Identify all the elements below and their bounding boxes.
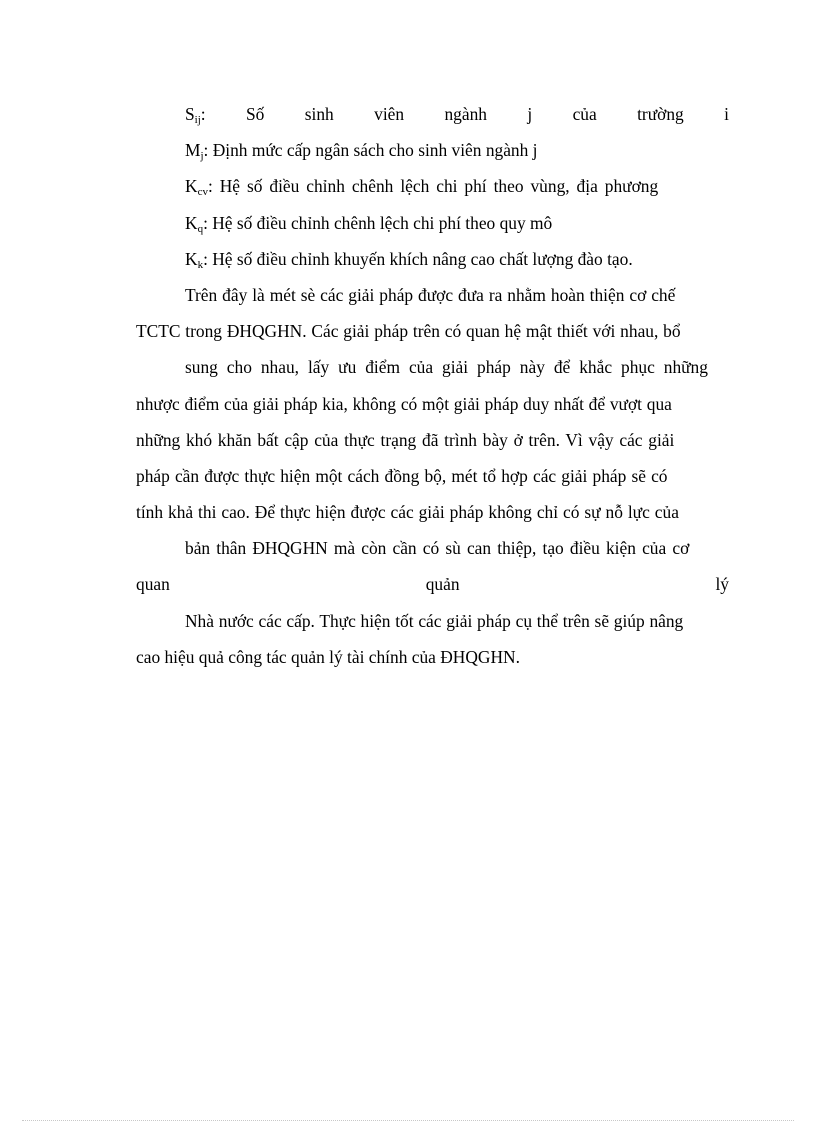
- paragraph-line: TCTC trong ĐHQGHN. Các giải pháp trên có quan hệ mật thiết với nhau, bổ: [136, 321, 681, 342]
- word: quan: [136, 574, 170, 595]
- variable-definition-kk: $K_k$: Hệ số điều chỉnh khuyến khích nâng cao chất lượng đào tạo.: [185, 248, 633, 271]
- page-bottom-divider: [22, 1120, 794, 1121]
- word: trường: [637, 104, 684, 124]
- variable-definition-mj: $M_j$: Định mức cấp ngân sách cho sinh viên ngành j: [185, 140, 538, 163]
- word: j: [527, 104, 533, 124]
- variable-symbol-sij: $S_{ij}$:: [185, 104, 206, 126]
- paragraph-line: bản thân ĐHQGHN mà còn cần có sù can thiệp, tạo điều kiện của cơ: [185, 538, 690, 559]
- paragraph-line: cao hiệu quả công tác quản lý tài chính của ĐHQGHN.: [136, 646, 520, 667]
- word: viên: [374, 104, 405, 124]
- word: ngành: [444, 104, 487, 124]
- variable-definition-kcv: $K_{cv}$: Hệ số điều chỉnh chênh lệch chi phí theo vùng, địa phương: [185, 176, 659, 199]
- paragraph-line-spread: [136, 569, 729, 605]
- word: lý: [715, 574, 729, 595]
- paragraph-line: tính khả thi cao. Để thực hiện được các giải pháp không chỉ có sự nỗ lực của: [136, 502, 679, 523]
- word: sinh: [304, 104, 334, 124]
- paragraph-line: nhược điểm của giải pháp kia, không có một giải pháp duy nhất để vượt qua: [136, 393, 672, 414]
- paragraph-line: sung cho nhau, lấy ưu điểm của giải pháp này để khắc phục những: [185, 357, 708, 378]
- word: i: [724, 104, 729, 124]
- paragraph-line: Nhà nước các cấp. Thực hiện tốt các giải pháp cụ thể trên sẽ giúp nâng: [185, 610, 684, 631]
- paragraph-line: những khó khăn bất cập của thực trạng đã trình bày ở trên. Vì vậy các giải: [136, 429, 675, 450]
- variable-definition-sij: [136, 99, 729, 135]
- document-body: [136, 99, 729, 678]
- word: của: [572, 104, 597, 124]
- paragraph-line: Trên đây là mét sè các giải pháp được đưa ra nhằm hoàn thiện cơ chế: [185, 284, 676, 305]
- word: Số: [246, 104, 265, 124]
- word: quản: [425, 574, 460, 595]
- variable-definition-kq: $K_q$: Hệ số điều chỉnh chênh lệch chi phí theo quy mô: [185, 212, 553, 235]
- paragraph-line: pháp cần được thực hiện một cách đồng bộ, mét tổ hợp các giải pháp sẽ có: [136, 465, 668, 486]
